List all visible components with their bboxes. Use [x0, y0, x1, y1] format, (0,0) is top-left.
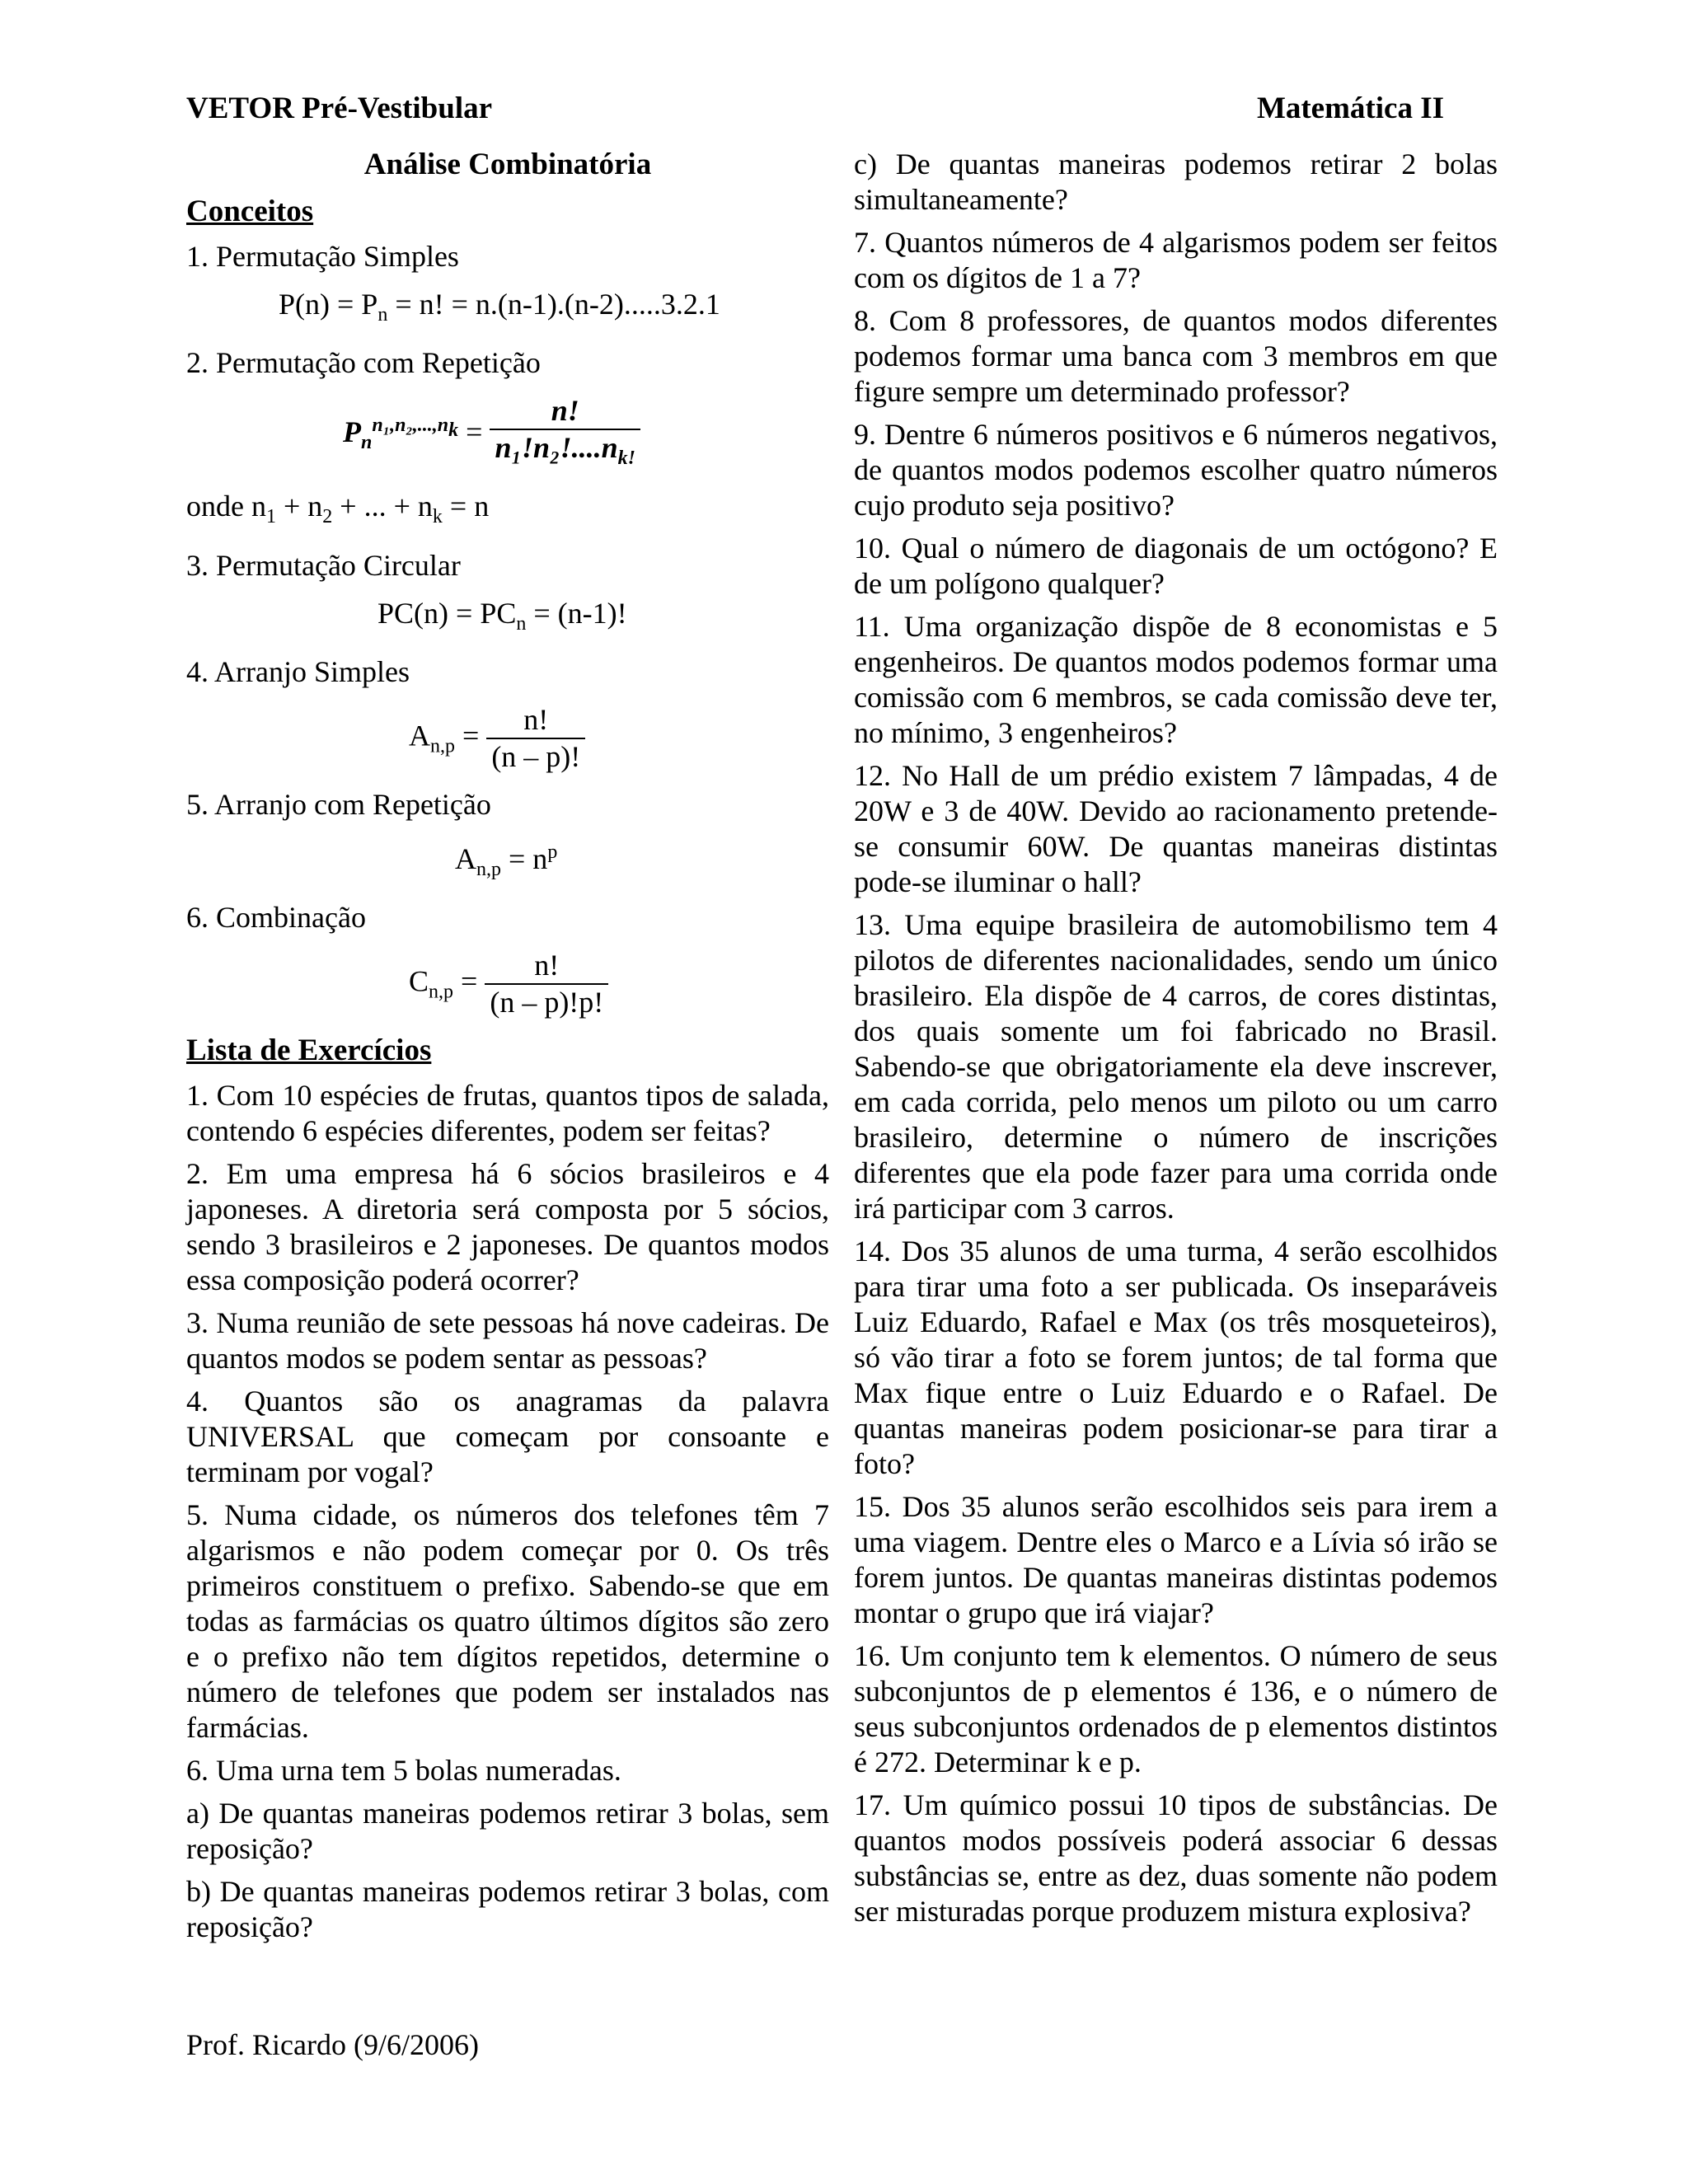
exercise: 3. Numa reunião de sete pessoas há nove cadeiras. De quantos modos se podem sentar as pessoas?	[186, 1305, 829, 1375]
exercise: 11. Uma organização dispõe de 8 economistas e 5 engenheiros. De quantos modos podemos formar uma comissão com 6 membros, se cada comissão deve ter, no mínimo, 3 engenheiros?	[854, 610, 1498, 749]
exercise: 10. Qual o número de diagonais de um octógono? E de um polígono qualquer?	[854, 532, 1498, 600]
concept-6-formula: $C_{n,p}$ = $\frac{n!}{(n - p)!p!}$	[186, 948, 829, 1020]
exercise: 12. No Hall de um prédio existem 7 lâmpadas, 4 de 20W e 3 de 40W. Devido ao racionamento pretende-se consumir 60W. De quantas maneiras distintas pode-se iluminar o hall?	[854, 759, 1498, 898]
footer: Prof. Ricardo (9/6/2006)	[186, 2028, 479, 2061]
concept-1-label: 1. Permutação Simples	[186, 240, 459, 273]
page-title: Análise Combinatória	[363, 148, 652, 181]
concept-6-label: 6. Combinação	[186, 900, 366, 934]
concept-3-label: 3. Permutação Circular	[186, 548, 461, 582]
exercise: 13. Uma equipe brasileira de automobilismo tem 4 pilotos de diferentes nacionalidades, sendo um único brasileiro. Ela dispõe de 4 carros, de cores distintas, dos quais somente um foi fabricado no Brasil. Sabendo-se que obrigatoriamente ela deve inscrever, em cada corrida, pelo menos um piloto ou um carro brasileiro, determine o número de inscrições diferentes que ela pode fazer para uma corrida onde irá participar com 3 carros.	[854, 908, 1498, 1225]
concept-1-formula: $P(n) = P_n = n$! = n.(n-1).(n-2).....3.2.1	[279, 288, 720, 326]
exercise: 7. Quantos números de 4 algarismos podem ser feitos com os dígitos de 1 a 7?	[854, 226, 1498, 294]
exercise: 17. Um químico possui 10 tipos de substâncias. De quantos modos possíveis poderá associar 6 dessas substâncias se, entre as dez, duas somente não podem ser misturadas porque produzem mistura explosiva?	[854, 1788, 1498, 1928]
exercise: 9. Dentre 6 números positivos e 6 números negativos, de quantos modos podemos escolher quatro números cujo produto seja positivo?	[854, 418, 1498, 522]
exercise: 2. Em uma empresa há 6 sócios brasileiros e 4 japoneses. A diretoria será composta por 5 sócios, sendo 3 brasileiros e 2 japoneses. De quantos modos essa composição poderá ocorrer?	[186, 1156, 829, 1296]
exercise: 15. Dos 35 alunos serão escolhidos seis para irem a uma viagem. Dentre eles o Marco e a Lívia só irão se forem juntos. De quantas maneiras distintas podemos montar o grupo que irá viajar?	[854, 1490, 1498, 1629]
concept-3-formula: $PC(n) = PC_n = (n-1)$!	[377, 596, 627, 635]
concepts-heading: Conceitos	[186, 194, 314, 228]
left-column	[186, 147, 829, 1952]
header-left: VETOR Pré-Vestibular	[186, 91, 493, 125]
concept-2-formula: $P_n^{n_1,n_2,...,n_k}$ = $\frac{n!}{n_1!n_2!....n_{k!}}$	[186, 393, 829, 476]
exercise: 8. Com 8 professores, de quantos modos diferentes podemos formar uma banca com 3 membros em que figure sempre um determinado professor?	[854, 304, 1498, 408]
concept-5-label: 5. Arranjo com Repetição	[186, 787, 491, 821]
exercise: b) De quantas maneiras podemos retirar 3 bolas, com reposição?	[186, 1874, 829, 1943]
exercise: 16. Um conjunto tem k elementos. O número de seus subconjuntos de p elementos é 136, e o número de seus subconjuntos ordenados de p elementos distintos é 272. Determinar k e p.	[854, 1639, 1498, 1779]
concept-5-formula: $A_{n,p} = n^p$	[455, 841, 558, 880]
header-right: Matemática II	[1256, 91, 1444, 125]
exercise: 1. Com 10 espécies de frutas, quantos tipos de salada, contendo 6 espécies diferentes, podem ser feitas?	[186, 1078, 829, 1147]
concept-2-condition: onde $n_1 + n_2$ + ... + $n_k = n$	[186, 490, 490, 528]
right-column	[854, 147, 1498, 1937]
concept-4-formula: $A_{n,p}$ = $\frac{n!}{(n - p)!}$	[186, 702, 829, 775]
exercise: 5. Numa cidade, os números dos telefones têm 7 algarismos e não podem começar por 0. Os três primeiros constituem o prefixo. Sabendo-se que em todas as farmácias os quatro últimos dígitos são zero e o prefixo não tem dígitos repetidos, determine o número de telefones que podem ser instalados nas farmácias.	[186, 1497, 829, 1744]
exercise: a) De quantas maneiras podemos retirar 3 bolas, sem reposição?	[186, 1796, 829, 1865]
concept-2-label: 2. Permutação com Repetição	[186, 346, 541, 380]
exercise: c) De quantas maneiras podemos retirar 2 bolas simultaneamente?	[854, 148, 1498, 216]
exercise: 14. Dos 35 alunos de uma turma, 4 serão escolhidos para tirar uma foto a ser publicada. Os inseparáveis Luiz Eduardo, Rafael e Max (os três mosqueteiros), só vão tirar a foto se forem juntos; de tal forma que Max fique entre o Luiz Eduardo e o Rafael. De quantas maneiras podem posicionar-se para tirar a foto?	[854, 1235, 1498, 1480]
exercises-heading: Lista de Exercícios	[186, 1033, 432, 1067]
exercise: 4. Quantos são os anagramas da palavra UNIVERSAL que começam por consoante e terminam por vogal?	[186, 1384, 829, 1488]
exercise: 6. Uma urna tem 5 bolas numeradas.	[186, 1753, 621, 1787]
concept-4-label: 4. Arranjo Simples	[186, 654, 410, 688]
